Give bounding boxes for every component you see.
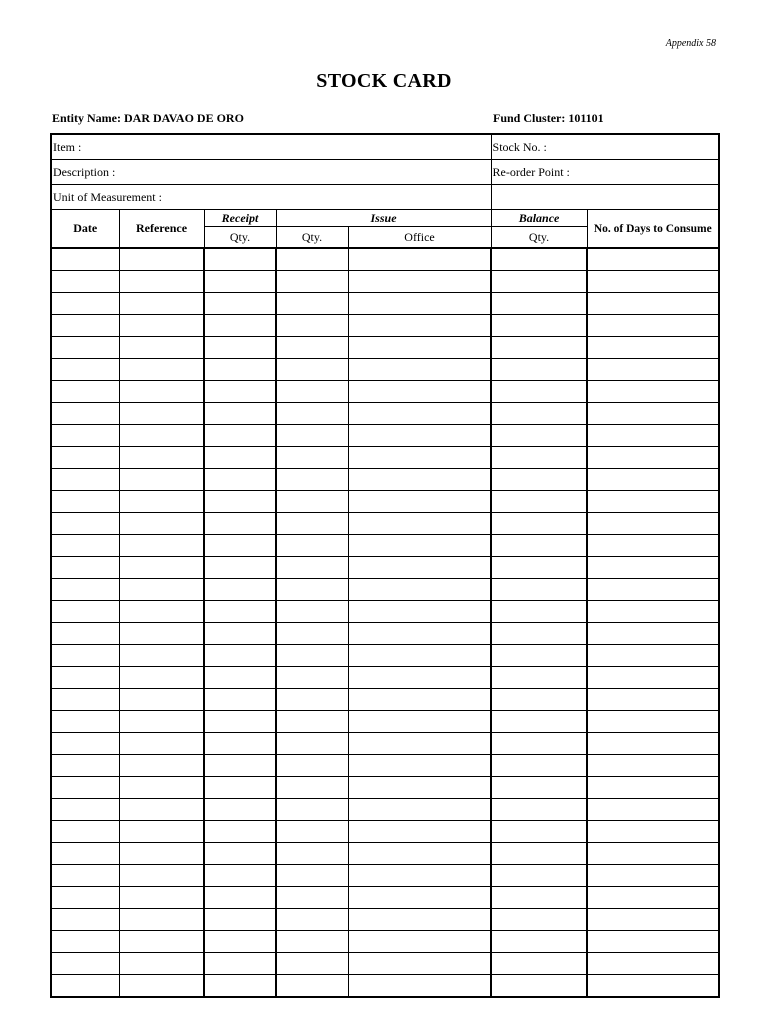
- cell-date[interactable]: [51, 271, 119, 293]
- cell-balance-qty[interactable]: [491, 821, 587, 843]
- cell-reference[interactable]: [119, 293, 204, 315]
- cell-balance-qty[interactable]: [491, 733, 587, 755]
- table-row: [51, 623, 719, 645]
- cell-days-to-consume[interactable]: [587, 909, 719, 931]
- cell-reference[interactable]: [119, 755, 204, 777]
- cell-days-to-consume[interactable]: [587, 359, 719, 381]
- table-row: [51, 359, 719, 381]
- cell-issue-office[interactable]: [348, 403, 491, 425]
- cell-issue-office[interactable]: [348, 799, 491, 821]
- cell-issue-office[interactable]: [348, 733, 491, 755]
- unit-of-measurement-field[interactable]: Unit of Measurement :: [51, 185, 491, 210]
- cell-days-to-consume[interactable]: [587, 821, 719, 843]
- cell-issue-qty[interactable]: [276, 645, 348, 667]
- cell-issue-office[interactable]: [348, 491, 491, 513]
- cell-days-to-consume[interactable]: [587, 248, 719, 271]
- table-row: [51, 469, 719, 491]
- cell-reference[interactable]: [119, 579, 204, 601]
- cell-date[interactable]: [51, 337, 119, 359]
- page-title: STOCK CARD: [316, 70, 452, 92]
- cell-days-to-consume[interactable]: [587, 535, 719, 557]
- table-row: [51, 337, 719, 359]
- cell-reference[interactable]: [119, 403, 204, 425]
- fund-cluster-label: Fund Cluster:: [493, 111, 566, 125]
- cell-issue-qty[interactable]: [276, 799, 348, 821]
- cell-issue-qty[interactable]: [276, 777, 348, 799]
- cell-date[interactable]: [51, 425, 119, 447]
- cell-date[interactable]: [51, 315, 119, 337]
- cell-balance-qty[interactable]: [491, 315, 587, 337]
- cell-reference[interactable]: [119, 843, 204, 865]
- cell-reference[interactable]: [119, 469, 204, 491]
- cell-balance-qty[interactable]: [491, 667, 587, 689]
- table-row: [51, 909, 719, 931]
- cell-issue-office[interactable]: [348, 777, 491, 799]
- cell-issue-qty[interactable]: [276, 425, 348, 447]
- cell-days-to-consume[interactable]: [587, 447, 719, 469]
- cell-issue-qty[interactable]: [276, 337, 348, 359]
- cell-balance-qty[interactable]: [491, 359, 587, 381]
- cell-date[interactable]: [51, 513, 119, 535]
- cell-issue-qty[interactable]: [276, 953, 348, 975]
- table-row: [51, 799, 719, 821]
- cell-receipt-qty[interactable]: [204, 535, 276, 557]
- cell-reference[interactable]: [119, 535, 204, 557]
- entity-name-label: Entity Name:: [52, 111, 121, 125]
- cell-issue-qty[interactable]: [276, 579, 348, 601]
- cell-days-to-consume[interactable]: [587, 931, 719, 953]
- cell-receipt-qty[interactable]: [204, 843, 276, 865]
- cell-balance-qty[interactable]: [491, 557, 587, 579]
- cell-issue-office[interactable]: [348, 953, 491, 975]
- cell-receipt-qty[interactable]: [204, 689, 276, 711]
- cell-reference[interactable]: [119, 601, 204, 623]
- table-row: [51, 601, 719, 623]
- cell-balance-qty[interactable]: [491, 931, 587, 953]
- cell-balance-qty[interactable]: [491, 843, 587, 865]
- cell-issue-qty[interactable]: [276, 359, 348, 381]
- cell-issue-qty[interactable]: [276, 248, 348, 271]
- cell-issue-office[interactable]: [348, 689, 491, 711]
- cell-issue-office[interactable]: [348, 293, 491, 315]
- cell-reference[interactable]: [119, 711, 204, 733]
- cell-receipt-qty[interactable]: [204, 975, 276, 998]
- cell-receipt-qty[interactable]: [204, 271, 276, 293]
- table-row: [51, 381, 719, 403]
- cell-issue-office[interactable]: [348, 271, 491, 293]
- table-row: [51, 293, 719, 315]
- cell-date[interactable]: [51, 953, 119, 975]
- col-header-issue-qty: Qty.: [276, 227, 348, 249]
- cell-date[interactable]: [51, 733, 119, 755]
- cell-days-to-consume[interactable]: [587, 711, 719, 733]
- cell-issue-office[interactable]: [348, 359, 491, 381]
- table-row: [51, 689, 719, 711]
- cell-receipt-qty[interactable]: [204, 645, 276, 667]
- cell-date[interactable]: [51, 755, 119, 777]
- cell-balance-qty[interactable]: [491, 909, 587, 931]
- cell-issue-qty[interactable]: [276, 491, 348, 513]
- cell-issue-qty[interactable]: [276, 865, 348, 887]
- cell-issue-office[interactable]: [348, 469, 491, 491]
- table-row: [51, 711, 719, 733]
- cell-date[interactable]: [51, 865, 119, 887]
- cell-date[interactable]: [51, 601, 119, 623]
- cell-days-to-consume[interactable]: [587, 337, 719, 359]
- cell-issue-office[interactable]: [348, 425, 491, 447]
- cell-date[interactable]: [51, 931, 119, 953]
- cell-date[interactable]: [51, 821, 119, 843]
- cell-date[interactable]: [51, 909, 119, 931]
- cell-receipt-qty[interactable]: [204, 733, 276, 755]
- cell-issue-office[interactable]: [348, 755, 491, 777]
- cell-reference[interactable]: [119, 667, 204, 689]
- cell-receipt-qty[interactable]: [204, 425, 276, 447]
- cell-days-to-consume[interactable]: [587, 623, 719, 645]
- table-row: [51, 777, 719, 799]
- cell-issue-qty[interactable]: [276, 271, 348, 293]
- cell-date[interactable]: [51, 403, 119, 425]
- cell-balance-qty[interactable]: [491, 579, 587, 601]
- cell-date[interactable]: [51, 535, 119, 557]
- reorder-point-field[interactable]: Re-order Point :: [491, 160, 719, 185]
- cell-balance-qty[interactable]: [491, 293, 587, 315]
- cell-balance-qty[interactable]: [491, 271, 587, 293]
- cell-reference[interactable]: [119, 513, 204, 535]
- table-row: [51, 557, 719, 579]
- cell-days-to-consume[interactable]: [587, 579, 719, 601]
- cell-balance-qty[interactable]: [491, 711, 587, 733]
- cell-receipt-qty[interactable]: [204, 315, 276, 337]
- cell-reference[interactable]: [119, 425, 204, 447]
- table-row: [51, 579, 719, 601]
- cell-issue-qty[interactable]: [276, 689, 348, 711]
- cell-receipt-qty[interactable]: [204, 953, 276, 975]
- cell-balance-qty[interactable]: [491, 447, 587, 469]
- col-header-issue: Issue: [276, 210, 491, 227]
- cell-receipt-qty[interactable]: [204, 469, 276, 491]
- cell-receipt-qty[interactable]: [204, 337, 276, 359]
- cell-days-to-consume[interactable]: [587, 601, 719, 623]
- cell-receipt-qty[interactable]: [204, 447, 276, 469]
- entity-name-value: DAR DAVAO DE ORO: [124, 111, 244, 125]
- cell-reference[interactable]: [119, 337, 204, 359]
- cell-issue-qty[interactable]: [276, 887, 348, 909]
- cell-reference[interactable]: [119, 799, 204, 821]
- cell-issue-qty[interactable]: [276, 469, 348, 491]
- cell-date[interactable]: [51, 645, 119, 667]
- cell-date[interactable]: [51, 843, 119, 865]
- cell-days-to-consume[interactable]: [587, 469, 719, 491]
- cell-issue-qty[interactable]: [276, 513, 348, 535]
- cell-days-to-consume[interactable]: [587, 403, 719, 425]
- col-header-balance: Balance: [491, 210, 587, 227]
- entity-name: [52, 111, 244, 126]
- cell-days-to-consume[interactable]: [587, 953, 719, 975]
- table-row: [51, 447, 719, 469]
- cell-receipt-qty[interactable]: [204, 799, 276, 821]
- cell-balance-qty[interactable]: [491, 777, 587, 799]
- table-row: [51, 755, 719, 777]
- cell-reference[interactable]: [119, 557, 204, 579]
- cell-issue-qty[interactable]: [276, 601, 348, 623]
- table-row: [51, 931, 719, 953]
- cell-issue-qty[interactable]: [276, 403, 348, 425]
- cell-date[interactable]: [51, 667, 119, 689]
- cell-date[interactable]: [51, 248, 119, 271]
- table-row: [51, 535, 719, 557]
- cell-days-to-consume[interactable]: [587, 689, 719, 711]
- cell-issue-office[interactable]: [348, 821, 491, 843]
- cell-issue-qty[interactable]: [276, 843, 348, 865]
- cell-receipt-qty[interactable]: [204, 865, 276, 887]
- cell-receipt-qty[interactable]: [204, 579, 276, 601]
- cell-date[interactable]: [51, 491, 119, 513]
- cell-receipt-qty[interactable]: [204, 667, 276, 689]
- cell-date[interactable]: [51, 447, 119, 469]
- cell-balance-qty[interactable]: [491, 865, 587, 887]
- cell-date[interactable]: [51, 623, 119, 645]
- cell-date[interactable]: [51, 381, 119, 403]
- cell-receipt-qty[interactable]: [204, 491, 276, 513]
- cell-date[interactable]: [51, 799, 119, 821]
- cell-reference[interactable]: [119, 623, 204, 645]
- cell-issue-qty[interactable]: [276, 755, 348, 777]
- table-row: [51, 425, 719, 447]
- cell-days-to-consume[interactable]: [587, 667, 719, 689]
- cell-issue-office[interactable]: [348, 865, 491, 887]
- col-header-receipt-qty: Qty.: [204, 227, 276, 249]
- cell-date[interactable]: [51, 777, 119, 799]
- stock-card-table: [50, 133, 720, 998]
- cell-reference[interactable]: [119, 931, 204, 953]
- cell-reference[interactable]: [119, 821, 204, 843]
- cell-issue-office[interactable]: [348, 513, 491, 535]
- cell-issue-office[interactable]: [348, 601, 491, 623]
- cell-balance-qty[interactable]: [491, 975, 587, 998]
- table-row: [51, 315, 719, 337]
- cell-days-to-consume[interactable]: [587, 315, 719, 337]
- cell-balance-qty[interactable]: [491, 645, 587, 667]
- cell-days-to-consume[interactable]: [587, 645, 719, 667]
- table-row: [51, 403, 719, 425]
- cell-days-to-consume[interactable]: [587, 755, 719, 777]
- cell-issue-qty[interactable]: [276, 293, 348, 315]
- cell-balance-qty[interactable]: [491, 623, 587, 645]
- col-header-issue-office: Office: [348, 227, 491, 249]
- cell-balance-qty[interactable]: [491, 403, 587, 425]
- cell-date[interactable]: [51, 579, 119, 601]
- cell-reference[interactable]: [119, 248, 204, 271]
- cell-issue-office[interactable]: [348, 623, 491, 645]
- table-row: [51, 821, 719, 843]
- cell-receipt-qty[interactable]: [204, 293, 276, 315]
- cell-reference[interactable]: [119, 887, 204, 909]
- cell-reference[interactable]: [119, 953, 204, 975]
- cell-balance-qty[interactable]: [491, 535, 587, 557]
- cell-days-to-consume[interactable]: [587, 513, 719, 535]
- cell-issue-qty[interactable]: [276, 535, 348, 557]
- cell-receipt-qty[interactable]: [204, 931, 276, 953]
- cell-reference[interactable]: [119, 315, 204, 337]
- cell-issue-qty[interactable]: [276, 733, 348, 755]
- col-header-days-to-consume: No. of Days to Consume: [587, 210, 719, 249]
- cell-balance-qty[interactable]: [491, 689, 587, 711]
- cell-issue-office[interactable]: [348, 667, 491, 689]
- cell-date[interactable]: [51, 975, 119, 998]
- cell-issue-qty[interactable]: [276, 557, 348, 579]
- cell-reference[interactable]: [119, 271, 204, 293]
- cell-date[interactable]: [51, 887, 119, 909]
- cell-issue-qty[interactable]: [276, 315, 348, 337]
- cell-reference[interactable]: [119, 909, 204, 931]
- cell-balance-qty[interactable]: [491, 425, 587, 447]
- cell-issue-office[interactable]: [348, 248, 491, 271]
- cell-receipt-qty[interactable]: [204, 601, 276, 623]
- cell-balance-qty[interactable]: [491, 887, 587, 909]
- table-row: [51, 271, 719, 293]
- cell-balance-qty[interactable]: [491, 513, 587, 535]
- cell-issue-qty[interactable]: [276, 909, 348, 931]
- cell-issue-office[interactable]: [348, 315, 491, 337]
- cell-balance-qty[interactable]: [491, 755, 587, 777]
- cell-days-to-consume[interactable]: [587, 887, 719, 909]
- cell-receipt-qty[interactable]: [204, 777, 276, 799]
- cell-receipt-qty[interactable]: [204, 755, 276, 777]
- cell-issue-office[interactable]: [348, 931, 491, 953]
- cell-date[interactable]: [51, 293, 119, 315]
- item-field[interactable]: Item :: [51, 134, 491, 160]
- cell-receipt-qty[interactable]: [204, 711, 276, 733]
- fund-cluster: [493, 111, 604, 126]
- cell-reference[interactable]: [119, 975, 204, 998]
- table-row: [51, 491, 719, 513]
- cell-issue-office[interactable]: [348, 975, 491, 998]
- cell-balance-qty[interactable]: [491, 491, 587, 513]
- cell-issue-office[interactable]: [348, 645, 491, 667]
- cell-days-to-consume[interactable]: [587, 491, 719, 513]
- cell-issue-office[interactable]: [348, 711, 491, 733]
- cell-issue-office[interactable]: [348, 887, 491, 909]
- cell-receipt-qty[interactable]: [204, 887, 276, 909]
- cell-days-to-consume[interactable]: [587, 425, 719, 447]
- cell-days-to-consume[interactable]: [587, 733, 719, 755]
- cell-reference[interactable]: [119, 733, 204, 755]
- cell-days-to-consume[interactable]: [587, 381, 719, 403]
- col-header-balance-qty: Qty.: [491, 227, 587, 249]
- cell-reference[interactable]: [119, 865, 204, 887]
- table-row: [51, 865, 719, 887]
- table-row: [51, 645, 719, 667]
- cell-receipt-qty[interactable]: [204, 403, 276, 425]
- cell-issue-office[interactable]: [348, 843, 491, 865]
- cell-reference[interactable]: [119, 491, 204, 513]
- cell-receipt-qty[interactable]: [204, 821, 276, 843]
- cell-balance-qty[interactable]: [491, 337, 587, 359]
- cell-issue-office[interactable]: [348, 337, 491, 359]
- cell-balance-qty[interactable]: [491, 248, 587, 271]
- cell-balance-qty[interactable]: [491, 469, 587, 491]
- cell-date[interactable]: [51, 711, 119, 733]
- cell-issue-qty[interactable]: [276, 711, 348, 733]
- cell-reference[interactable]: [119, 447, 204, 469]
- cell-days-to-consume[interactable]: [587, 777, 719, 799]
- cell-reference[interactable]: [119, 689, 204, 711]
- unit-row-blank: [491, 185, 719, 210]
- table-row: [51, 843, 719, 865]
- fund-cluster-value: 101101: [568, 111, 604, 125]
- table-row: [51, 513, 719, 535]
- cell-issue-qty[interactable]: [276, 447, 348, 469]
- cell-issue-qty[interactable]: [276, 381, 348, 403]
- cell-receipt-qty[interactable]: [204, 248, 276, 271]
- table-row: [51, 667, 719, 689]
- cell-days-to-consume[interactable]: [587, 799, 719, 821]
- cell-receipt-qty[interactable]: [204, 909, 276, 931]
- cell-receipt-qty[interactable]: [204, 623, 276, 645]
- cell-date[interactable]: [51, 469, 119, 491]
- cell-days-to-consume[interactable]: [587, 293, 719, 315]
- cell-issue-qty[interactable]: [276, 975, 348, 998]
- cell-days-to-consume[interactable]: [587, 975, 719, 998]
- cell-issue-qty[interactable]: [276, 821, 348, 843]
- cell-issue-office[interactable]: [348, 447, 491, 469]
- cell-days-to-consume[interactable]: [587, 271, 719, 293]
- cell-receipt-qty[interactable]: [204, 359, 276, 381]
- cell-receipt-qty[interactable]: [204, 381, 276, 403]
- appendix-label: Appendix 58: [665, 38, 716, 49]
- cell-issue-office[interactable]: [348, 909, 491, 931]
- col-header-date: Date: [51, 210, 119, 249]
- description-field[interactable]: Description :: [51, 160, 491, 185]
- cell-issue-qty[interactable]: [276, 931, 348, 953]
- cell-date[interactable]: [51, 557, 119, 579]
- table-row: [51, 953, 719, 975]
- cell-issue-qty[interactable]: [276, 667, 348, 689]
- table-row: [51, 975, 719, 998]
- cell-reference[interactable]: [119, 777, 204, 799]
- cell-days-to-consume[interactable]: [587, 557, 719, 579]
- cell-date[interactable]: [51, 359, 119, 381]
- stock-no-field[interactable]: Stock No. :: [491, 134, 719, 160]
- cell-reference[interactable]: [119, 381, 204, 403]
- cell-balance-qty[interactable]: [491, 601, 587, 623]
- table-row: [51, 248, 719, 271]
- cell-reference[interactable]: [119, 359, 204, 381]
- cell-date[interactable]: [51, 689, 119, 711]
- col-header-receipt: Receipt: [204, 210, 276, 227]
- cell-days-to-consume[interactable]: [587, 865, 719, 887]
- table-row: [51, 887, 719, 909]
- cell-balance-qty[interactable]: [491, 953, 587, 975]
- cell-balance-qty[interactable]: [491, 799, 587, 821]
- cell-reference[interactable]: [119, 645, 204, 667]
- cell-issue-office[interactable]: [348, 381, 491, 403]
- table-row: [51, 733, 719, 755]
- cell-receipt-qty[interactable]: [204, 557, 276, 579]
- col-header-reference: Reference: [119, 210, 204, 249]
- cell-issue-office[interactable]: [348, 579, 491, 601]
- cell-receipt-qty[interactable]: [204, 513, 276, 535]
- cell-issue-qty[interactable]: [276, 623, 348, 645]
- cell-days-to-consume[interactable]: [587, 843, 719, 865]
- cell-issue-office[interactable]: [348, 535, 491, 557]
- cell-balance-qty[interactable]: [491, 381, 587, 403]
- cell-issue-office[interactable]: [348, 557, 491, 579]
